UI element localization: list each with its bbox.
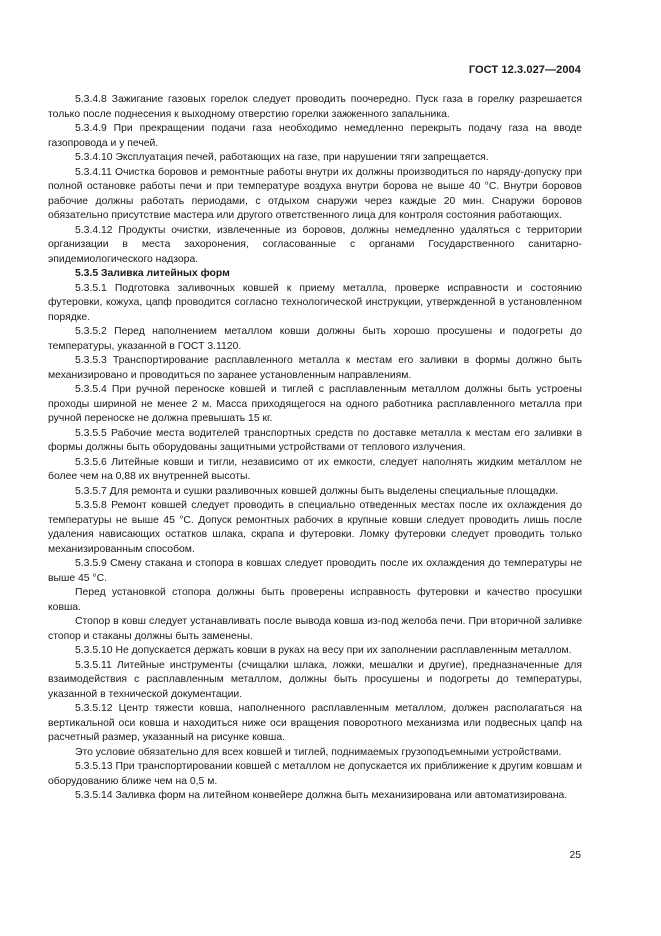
- paragraph: 5.3.5.4 При ручной переноске ковшей и тиглей с расплавленным металлом должны быть устроены проходы шириной не менее 2 м. Масса приходящегося на одного работника расплавленного металла при ручной переноске не должна превышать 15 кг.: [48, 384, 582, 424]
- paragraph: 5.3.5.6 Литейные ковши и тигли, независимо от их емкости, следует наполнять жидким металлом не более чем на 0,88 их внутренней высоты.: [48, 456, 582, 482]
- paragraph: 5.3.5.9 Смену стакана и стопора в ковшах следует проводить после их охлаждения до температуры не выше 45 °С.: [48, 558, 582, 584]
- paragraph: 5.3.5.10 Не допускается держать ковши в руках на весу при их заполнении расплавленным металлом.: [75, 645, 572, 656]
- paragraph: 5.3.5.5 Рабочие места водителей транспортных средств по доставке металла к местам его заливки в формы должны быть оборудованы защитными устройствами от теплового излучения.: [48, 427, 582, 453]
- paragraph: 5.3.5.7 Для ремонта и сушки разливочных ковшей должны быть выделены специальные площадки.: [75, 485, 559, 497]
- paragraph: 5.3.4.10 Эксплуатация печей, работающих на газе, при нарушении тяги запрещается.: [75, 152, 489, 163]
- paragraph: 5.3.4.9 При прекращении подачи газа необходимо немедленно перекрыть подачу газа на вводе газопровода и у печей.: [48, 123, 582, 149]
- paragraph: 5.3.5.2 Перед наполнением металлом ковши должны быть хорошо просушены и подогреты до температуры, указанной в ГОСТ 3.1120.: [48, 326, 582, 352]
- paragraph: Перед установкой стопора должны быть проверены исправность футеровки и качество просушки ковша.: [48, 587, 582, 613]
- paragraph: 5.3.5.13 При транспортировании ковшей с металлом не допускается их приближение к другим ковшам и оборудованию ближе чем на 0,5 м.: [48, 761, 582, 787]
- section-heading: 5.3.5 Заливка литейных форм: [75, 268, 230, 279]
- paragraph: 5.3.5.14 Заливка форм на литейном конвейере должна быть механизирована или автоматизирована.: [75, 790, 568, 801]
- paragraph: 5.3.4.12 Продукты очистки, извлеченные из боровов, должны немедленно удаляться с территории организации в места захоронения, согласованные с органами Государственного санитарно-эпидемиологического надзора.: [48, 224, 582, 265]
- paragraph: 5.3.5.3 Транспортирование расплавленного металла к местам его заливки в формы должно быть механизировано и проводиться по заранее установленным направлениям.: [48, 355, 582, 381]
- paragraph: 5.3.5.12 Центр тяжести ковша, наполненного расплавленным металлом, должен располагаться на вертикальной оси ковша и находиться ниже оси вращения поворотного механизма или подвесных цапф на расчетный размер, указанный на рисунке ковша.: [48, 703, 582, 743]
- paragraph: 5.3.4.8 Зажигание газовых горелок следует проводить поочередно. Пуск газа в горелку разрешается только после поднесения к выходному отверстию горелки зажженного запальника.: [48, 94, 582, 120]
- paragraph: 5.3.5.11 Литейные инструменты (счищалки шлака, ложки, мешалки и другие), предназначенные для взаимодействия с расплавленным металлом, должны быть просушены и подогреты до температуры, указанной в технической документации.: [48, 659, 582, 700]
- paragraph: 5.3.5.1 Подготовка заливочных ковшей к приему металла, проверке исправности и состоянию футеровки, кожуха, цапф проводится согласно технологической инструкции, утвержденной в установленном порядке.: [48, 282, 582, 323]
- paragraph: 5.3.4.11 Очистка боровов и ремонтные работы внутри их должны производиться по наряду-допуску при полной остановке работы печи и при температуре воздуха внутри борова не выше 40 °С. Внутри боровов рабочие должны работать периодами, с отдыхом снаружи через каждые 20 мин. Снаружи боровов обязательно присутствие мастера или другого ответственного лица для контроля состояния работающих.: [48, 166, 582, 221]
- document-code: ГОСТ 12.3.027—2004: [468, 64, 581, 76]
- paragraph: 5.3.5.8 Ремонт ковшей следует проводить в специально отведенных местах после их охлаждения до температуры не выше 45 °С. Допуск ремонтных рабочих в крупные ковши следует проводить лишь после удаления нависающих остатков шлака, скрапа и футеровки. Ломку футеровки следует проводить только механизированным способом.: [48, 500, 582, 555]
- paragraph: Это условие обязательно для всех ковшей и тиглей, поднимаемых грузоподъемными устройствами.: [75, 746, 562, 758]
- page-number: 25: [569, 850, 581, 861]
- paragraph: Стопор в ковш следует устанавливать после вывода ковша из-под желоба печи. При вторичной заливке стопор и стаканы должны быть заменены.: [48, 616, 582, 642]
- document-body: [48, 93, 582, 804]
